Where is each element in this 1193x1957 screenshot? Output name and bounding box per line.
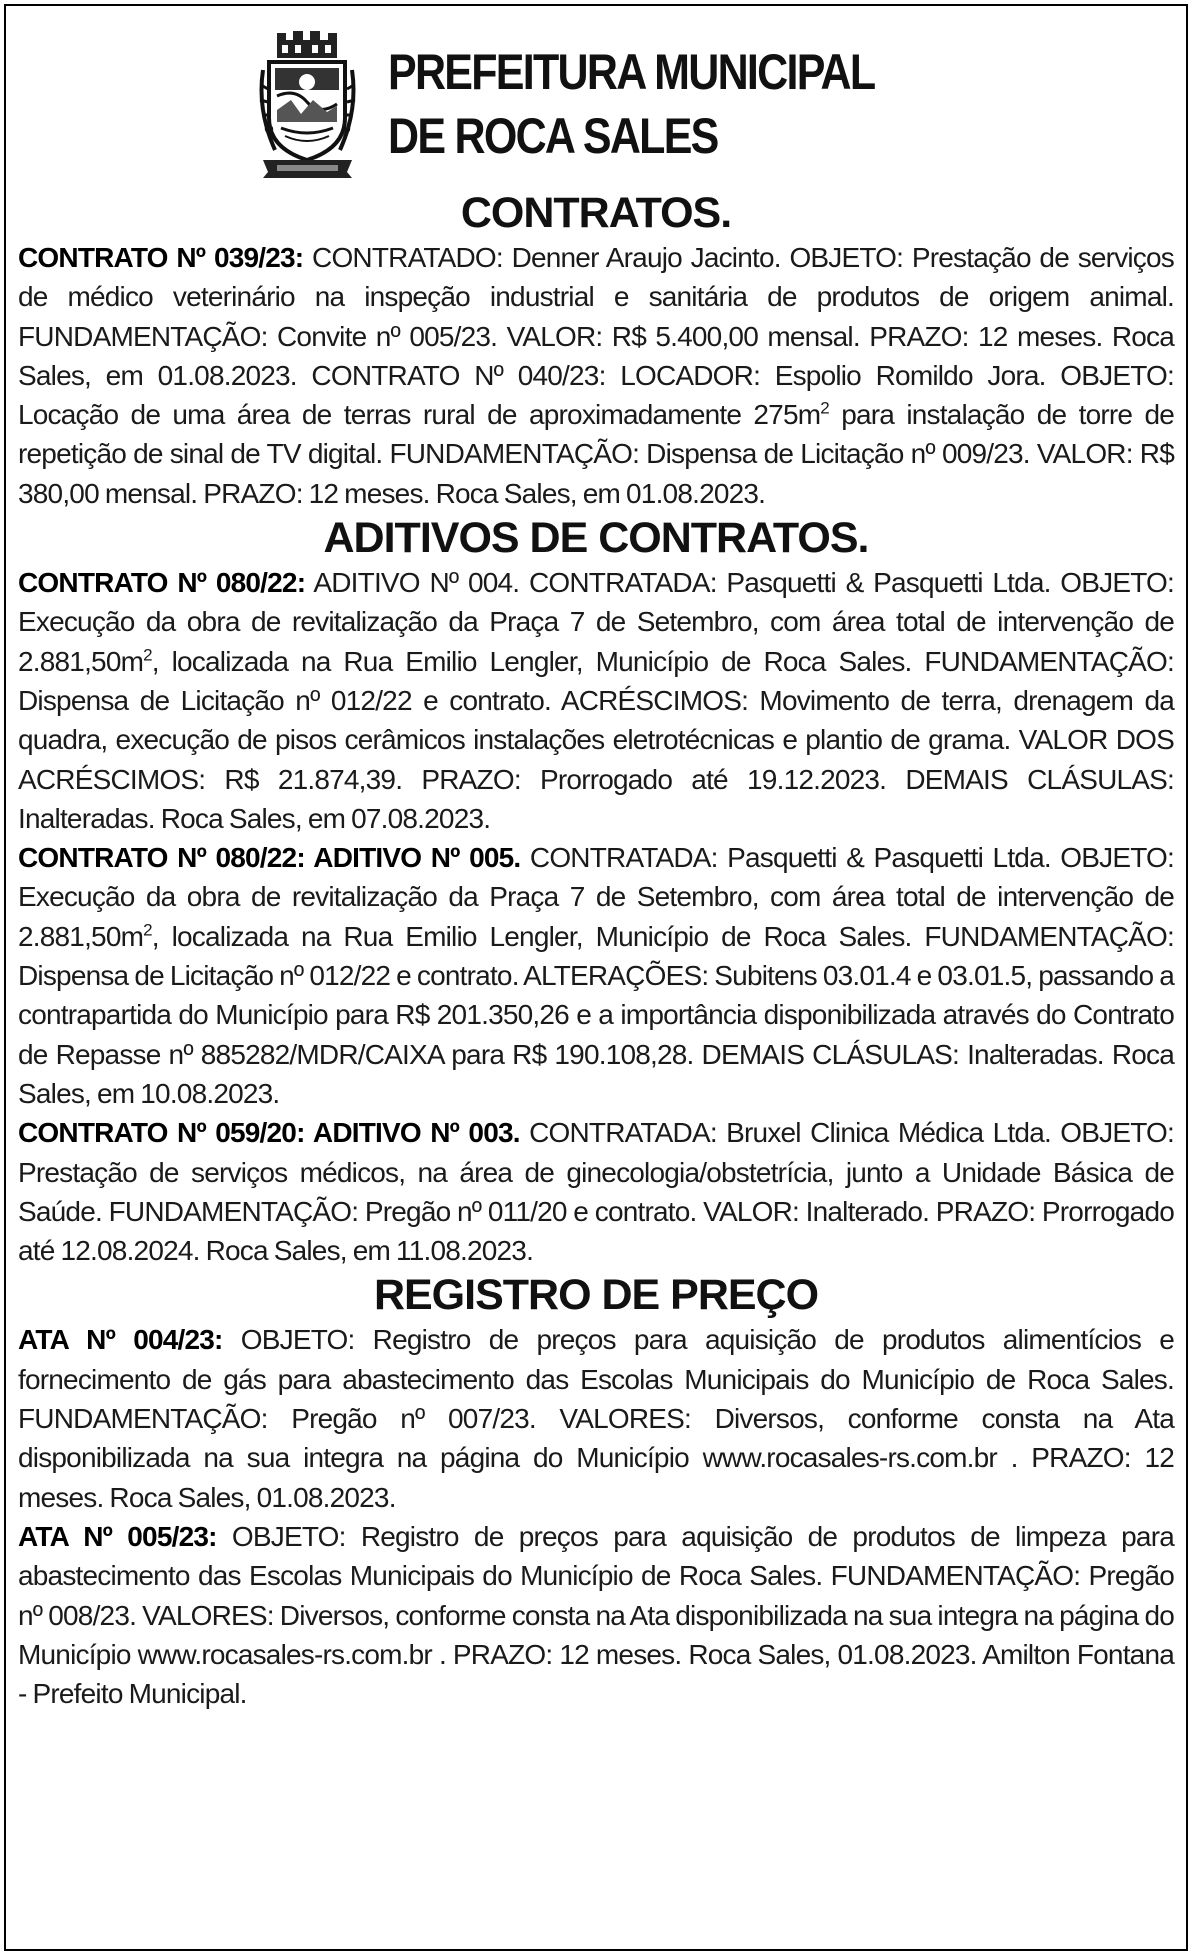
paragraph-lead: ATA Nº 005/23: bbox=[18, 1520, 217, 1552]
section-title-aditivos: ADITIVOS DE CONTRATOS. bbox=[323, 514, 869, 563]
section-title-registro-de-preco: REGISTRO DE PREÇO bbox=[373, 1271, 819, 1320]
notice-content bbox=[18, 188, 1174, 1713]
paragraph-lead: CONTRATO Nº 080/22: bbox=[18, 567, 306, 599]
paragraph-text-cont: , localizada na Rua Emilio Lengler, Município de Roca Sales. FUNDAMENTAÇÃO: Dispensa de Licitação nº 012/22 e contrato. ALTERAÇÕES: Subitens 03.01.4 e 03.01.5, passando a contrapartida do Município para R$ 201.350,26 e a importância disponibilizada através do Contrato de Repasse nº 885282/MDR/CAIXA para R$ 190.108,28. DEMAIS CLÁSULAS: Inalteradas. Roca Sales, em 10.08.2023. bbox=[18, 920, 1174, 1109]
municipal-coat-of-arms-icon bbox=[255, 30, 360, 180]
paragraph-contrato-080-22-aditivo-005 bbox=[18, 838, 1174, 1113]
superscript: 2 bbox=[143, 645, 152, 665]
paragraph-contrato-039-23 bbox=[18, 238, 1174, 513]
paragraph-ata-004-23 bbox=[18, 1320, 1174, 1516]
section-title-contratos: CONTRATOS. bbox=[460, 189, 732, 237]
paragraph-contrato-080-22-aditivo-004 bbox=[18, 563, 1174, 838]
paragraph-text-cont: para instalação de torre de repetição de sinal de TV digital. FUNDAMENTAÇÃO: Dispensa de Licitação nº 009/23. VALOR: R$ 380,00 mensal. PRAZO: 12 meses. Roca Sales, em 01.08.2023. bbox=[18, 399, 1175, 509]
paragraph-lead: CONTRATO Nº 080/22: ADITIVO Nº 005. bbox=[18, 842, 521, 874]
paragraph-text-cont: , localizada na Rua Emilio Lengler, Município de Roca Sales. FUNDAMENTAÇÃO: Dispensa de Licitação nº 012/22 e contrato. ACRÉSCIMOS: Movimento de terra, drenagem da quadra, execução de pisos cerâmicos instalações eletrotécnicas e plantio de grama. VALOR DOS ACRÉSCIMOS: R$ 21.874,39. PRAZO: Prorrogado até 19.12.2023. DEMAIS CLÁSULAS: Inalteradas. Roca Sales, em 07.08.2023. bbox=[18, 645, 1174, 834]
paragraph-text: CONTRATADA: Pasquetti & Pasquetti Ltda. OBJETO: Execução da obra de revitalização da Praça 7 de Setembro, com área total de intervenção de 2.881,50m bbox=[18, 842, 1174, 952]
paragraph-text: ADITIVO Nº 004. CONTRATADA: Pasquetti & Pasquetti Ltda. OBJETO: Execução da obra de revitalização da Praça 7 de Setembro, com área total de intervenção de 2.881,50m bbox=[18, 567, 1174, 677]
superscript: 2 bbox=[143, 920, 152, 940]
superscript: 2 bbox=[820, 398, 829, 418]
paragraph-lead: CONTRATO Nº 059/20: ADITIVO Nº 003. bbox=[18, 1117, 520, 1149]
paragraph-lead: CONTRATO Nº 039/23: bbox=[18, 242, 304, 273]
page-title bbox=[388, 40, 874, 168]
paragraph-text: OBJETO: Registro de preços para aquisição de produtos alimentícios e fornecimento de gás para abastecimento das Escolas Municipais do Município de Roca Sales. FUNDAMENTAÇÃO: Pregão nº 007/23. VALORES: Diversos, conforme consta na Ata disponibilizada na sua integra na página do Município www.rocasales-rs.com.br . PRAZO: 12 meses. Roca Sales, 01.08.2023. bbox=[18, 1324, 1174, 1513]
paragraph-text: CONTRATADO: Denner Araujo Jacinto. OBJETO: Prestação de serviços de médico veterinário na inspeção industrial e sanitária de produtos de origem animal. FUNDAMENTAÇÃO: Convite nº 005/23. VALOR: R$ 5.400,00 mensal. PRAZO: 12 meses. Roca Sales, em 01.08.2023. CONTRATO Nº 040/23: LOCADOR: Espolio Romildo Jora. OBJETO: Locação de uma área de terras rural de aproximadamente 275m bbox=[18, 242, 1174, 431]
header bbox=[0, 26, 1190, 186]
title-line-2: DE ROCA SALES bbox=[388, 108, 718, 164]
paragraph-lead: ATA Nº 004/23: bbox=[18, 1324, 223, 1356]
paragraph-text: OBJETO: Registro de preços para aquisição de produtos de limpeza para abastecimento das Escolas Municipais do Município de Roca Sales. FUNDAMENTAÇÃO: Pregão nº 008/23. VALORES: Diversos, conforme consta na Ata disponibilizada na sua integra na página do Município www.rocasales-rs.com.br . PRAZO: 12 meses. Roca Sales, 01.08.2023. Amilton Fontana - Prefeito Municipal. bbox=[18, 1520, 1174, 1710]
paragraph-ata-005-23 bbox=[18, 1517, 1174, 1713]
title-line-1: PREFEITURA MUNICIPAL bbox=[388, 44, 875, 100]
paragraph-text: CONTRATADA: Bruxel Clinica Médica Ltda. OBJETO: Prestação de serviços médicos, na área de ginecologia/obstetrícia, junto a Unidade Básica de Saúde. FUNDAMENTAÇÃO: Pregão nº 011/20 e contrato. VALOR: Inalterado. PRAZO: Prorrogado até 12.08.2024. Roca Sales, em 11.08.2023. bbox=[18, 1117, 1174, 1267]
paragraph-contrato-059-20-aditivo-003 bbox=[18, 1113, 1174, 1270]
